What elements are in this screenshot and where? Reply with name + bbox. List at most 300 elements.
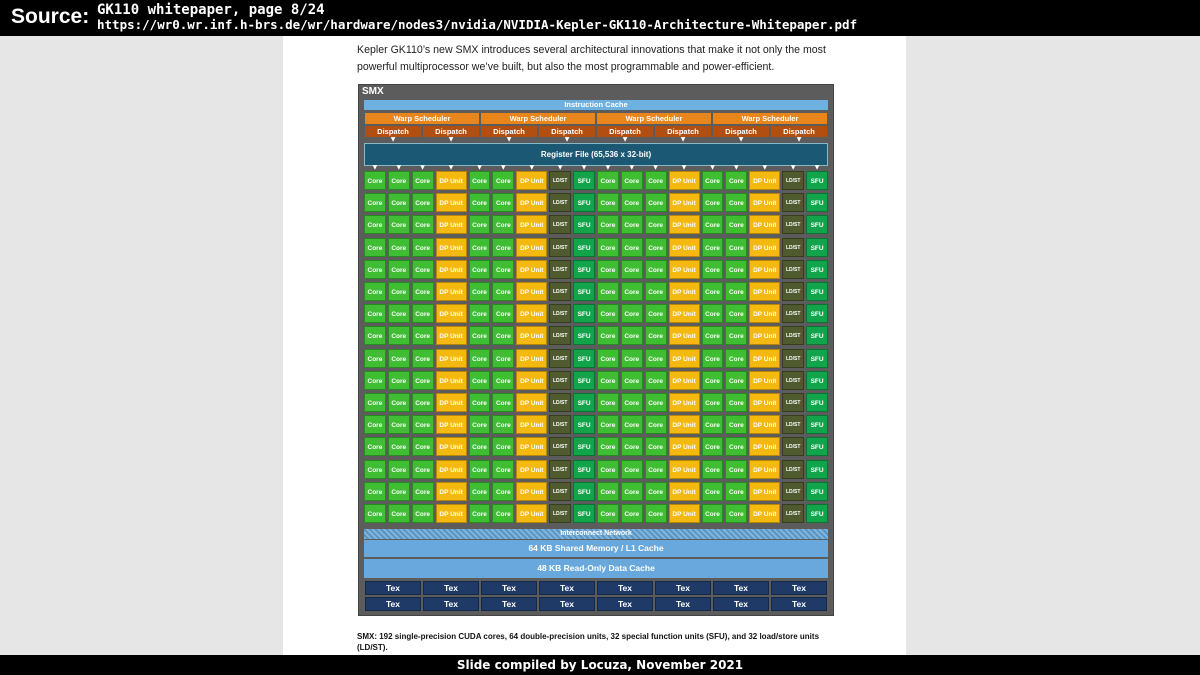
ldst-unit: LD/ST xyxy=(782,349,804,368)
core-unit: Core xyxy=(364,460,386,479)
core-unit: Core xyxy=(412,171,434,190)
dp-unit: DP Unit xyxy=(669,437,700,456)
core-unit: Core xyxy=(702,193,724,212)
texture-unit: Tex xyxy=(539,597,595,611)
core-unit: Core xyxy=(621,215,643,234)
dp-unit: DP Unit xyxy=(436,171,467,190)
core-unit: Core xyxy=(469,260,491,279)
core-unit: Core xyxy=(597,460,619,479)
source-url[interactable]: https://wr0.wr.inf.h-brs.de/wr/hardware/nodes3/nvidia/NVIDIA-Kepler-GK110-Architecture-Whitepaper.pdf xyxy=(97,17,858,32)
core-unit: Core xyxy=(364,326,386,345)
core-unit: Core xyxy=(702,171,724,190)
footer-credit: Slide compiled by Locuza, November 2021 xyxy=(0,655,1200,675)
core-unit: Core xyxy=(621,260,643,279)
sfu-unit: SFU xyxy=(573,304,595,323)
core-unit: Core xyxy=(597,482,619,501)
core-unit: Core xyxy=(388,393,410,412)
dp-unit: DP Unit xyxy=(436,282,467,301)
core-unit: Core xyxy=(621,304,643,323)
core-unit: Core xyxy=(364,171,386,190)
texture-unit: Tex xyxy=(655,581,711,595)
dp-unit: DP Unit xyxy=(516,282,547,301)
ldst-unit: LD/ST xyxy=(549,393,571,412)
dp-unit: DP Unit xyxy=(669,304,700,323)
core-unit: Core xyxy=(702,482,724,501)
source-title: GK110 whitepaper, page 8/24 xyxy=(97,2,325,18)
smx-diagram xyxy=(358,84,834,616)
down-arrow-icon: ▼ xyxy=(396,164,402,171)
down-arrow-icon: ▼ xyxy=(420,164,425,171)
dp-unit: DP Unit xyxy=(516,504,547,523)
core-unit: Core xyxy=(364,215,386,234)
dp-unit: DP Unit xyxy=(516,460,547,479)
down-arrow-icon: ▼ xyxy=(390,136,396,143)
down-arrow-icon: ▼ xyxy=(734,164,739,171)
ldst-unit: LD/ST xyxy=(549,282,571,301)
core-unit: Core xyxy=(725,260,747,279)
core-unit: Core xyxy=(388,460,410,479)
texture-unit: Tex xyxy=(365,597,421,611)
core-unit: Core xyxy=(725,504,747,523)
core-unit: Core xyxy=(621,349,643,368)
ldst-unit: LD/ST xyxy=(549,260,571,279)
core-unit: Core xyxy=(725,171,747,190)
down-arrow-icon: ▼ xyxy=(581,164,587,171)
dp-unit: DP Unit xyxy=(749,371,780,390)
core-unit: Core xyxy=(725,393,747,412)
dp-unit: DP Unit xyxy=(516,482,547,501)
core-unit: Core xyxy=(364,260,386,279)
core-unit: Core xyxy=(702,260,724,279)
intro-paragraph: Kepler GK110’s new SMX introduces several architectural innovations that make it not only the most powerful multiprocessor we’ve built, but also the most programmable and power-efficient. xyxy=(357,44,826,73)
core-unit: Core xyxy=(645,304,667,323)
core-unit: Core xyxy=(388,238,410,257)
core-unit: Core xyxy=(645,326,667,345)
warp-scheduler: Warp Scheduler xyxy=(365,113,479,124)
texture-unit: Tex xyxy=(597,597,653,611)
dp-unit: DP Unit xyxy=(669,171,700,190)
core-unit: Core xyxy=(412,326,434,345)
warp-scheduler: Warp Scheduler xyxy=(481,113,595,124)
core-unit: Core xyxy=(597,349,619,368)
texture-unit: Tex xyxy=(539,581,595,595)
down-arrow-icon: ▼ xyxy=(790,164,796,171)
core-unit: Core xyxy=(492,304,514,323)
core-unit: Core xyxy=(597,371,619,390)
dp-unit: DP Unit xyxy=(436,304,467,323)
core-unit: Core xyxy=(725,238,747,257)
sfu-unit: SFU xyxy=(573,282,595,301)
core-unit: Core xyxy=(364,238,386,257)
core-unit: Core xyxy=(412,349,434,368)
dp-unit: DP Unit xyxy=(436,393,467,412)
core-unit: Core xyxy=(645,393,667,412)
core-unit: Core xyxy=(725,460,747,479)
core-unit: Core xyxy=(388,215,410,234)
core-unit: Core xyxy=(702,504,724,523)
core-unit: Core xyxy=(388,304,410,323)
down-arrow-icon: ▼ xyxy=(501,164,506,171)
core-unit: Core xyxy=(412,504,434,523)
texture-unit: Tex xyxy=(481,597,537,611)
dp-unit: DP Unit xyxy=(516,326,547,345)
dp-unit: DP Unit xyxy=(436,238,467,257)
core-unit: Core xyxy=(645,193,667,212)
sfu-unit: SFU xyxy=(806,238,828,257)
core-unit: Core xyxy=(621,326,643,345)
sfu-unit: SFU xyxy=(806,304,828,323)
dp-unit: DP Unit xyxy=(749,326,780,345)
ldst-unit: LD/ST xyxy=(782,371,804,390)
core-unit: Core xyxy=(725,215,747,234)
register-file: Register File (65,536 x 32-bit) xyxy=(364,143,828,166)
sfu-unit: SFU xyxy=(806,260,828,279)
sfu-unit: SFU xyxy=(806,215,828,234)
sfu-unit: SFU xyxy=(806,171,828,190)
core-unit: Core xyxy=(364,504,386,523)
dp-unit: DP Unit xyxy=(749,415,780,434)
core-unit: Core xyxy=(702,326,724,345)
dp-unit: DP Unit xyxy=(516,193,547,212)
core-unit: Core xyxy=(645,415,667,434)
dp-unit: DP Unit xyxy=(749,437,780,456)
ldst-unit: LD/ST xyxy=(782,326,804,345)
core-unit: Core xyxy=(412,193,434,212)
sfu-unit: SFU xyxy=(573,326,595,345)
dp-unit: DP Unit xyxy=(516,349,547,368)
sfu-unit: SFU xyxy=(573,193,595,212)
ldst-unit: LD/ST xyxy=(549,326,571,345)
left-margin xyxy=(0,36,283,655)
dp-unit: DP Unit xyxy=(516,415,547,434)
core-unit: Core xyxy=(725,193,747,212)
core-unit: Core xyxy=(388,504,410,523)
core-unit: Core xyxy=(597,504,619,523)
dispatch-unit: Dispatch xyxy=(481,126,537,137)
core-unit: Core xyxy=(492,371,514,390)
dp-unit: DP Unit xyxy=(749,349,780,368)
sfu-unit: SFU xyxy=(806,193,828,212)
ldst-unit: LD/ST xyxy=(549,460,571,479)
document-page xyxy=(283,36,906,655)
core-unit: Core xyxy=(725,304,747,323)
dp-unit: DP Unit xyxy=(749,215,780,234)
down-arrow-icon: ▼ xyxy=(605,164,611,171)
core-unit: Core xyxy=(469,215,491,234)
dispatch-unit: Dispatch xyxy=(539,126,595,137)
core-unit: Core xyxy=(621,282,643,301)
ldst-unit: LD/ST xyxy=(549,482,571,501)
core-unit: Core xyxy=(469,393,491,412)
dispatch-unit: Dispatch xyxy=(423,126,479,137)
core-unit: Core xyxy=(702,393,724,412)
ldst-unit: LD/ST xyxy=(782,437,804,456)
core-unit: Core xyxy=(702,415,724,434)
core-unit: Core xyxy=(364,349,386,368)
core-unit: Core xyxy=(364,304,386,323)
sfu-unit: SFU xyxy=(806,415,828,434)
ldst-unit: LD/ST xyxy=(782,171,804,190)
core-unit: Core xyxy=(597,215,619,234)
core-unit: Core xyxy=(492,260,514,279)
core-unit: Core xyxy=(621,482,643,501)
core-unit: Core xyxy=(597,326,619,345)
sfu-unit: SFU xyxy=(573,415,595,434)
core-unit: Core xyxy=(597,415,619,434)
core-unit: Core xyxy=(621,437,643,456)
dispatch-unit: Dispatch xyxy=(365,126,421,137)
core-unit: Core xyxy=(645,504,667,523)
down-arrow-icon: ▼ xyxy=(738,136,744,143)
sfu-unit: SFU xyxy=(573,393,595,412)
down-arrow-icon: ▼ xyxy=(680,136,686,143)
texture-unit: Tex xyxy=(771,597,827,611)
sfu-unit: SFU xyxy=(806,371,828,390)
dp-unit: DP Unit xyxy=(516,171,547,190)
ldst-unit: LD/ST xyxy=(549,415,571,434)
ldst-unit: LD/ST xyxy=(782,393,804,412)
dp-unit: DP Unit xyxy=(436,504,467,523)
sfu-unit: SFU xyxy=(806,437,828,456)
core-unit: Core xyxy=(702,349,724,368)
core-unit: Core xyxy=(412,371,434,390)
down-arrow-icon: ▼ xyxy=(629,164,635,171)
dp-unit: DP Unit xyxy=(749,260,780,279)
dp-unit: DP Unit xyxy=(749,282,780,301)
core-unit: Core xyxy=(702,215,724,234)
down-arrow-icon: ▼ xyxy=(796,136,802,143)
dp-unit: DP Unit xyxy=(516,437,547,456)
sfu-unit: SFU xyxy=(573,238,595,257)
dp-unit: DP Unit xyxy=(669,482,700,501)
core-unit: Core xyxy=(388,437,410,456)
sfu-unit: SFU xyxy=(806,482,828,501)
ldst-unit: LD/ST xyxy=(782,504,804,523)
core-unit: Core xyxy=(597,282,619,301)
core-unit: Core xyxy=(645,260,667,279)
dp-unit: DP Unit xyxy=(436,349,467,368)
dp-unit: DP Unit xyxy=(436,260,467,279)
dp-unit: DP Unit xyxy=(749,482,780,501)
core-unit: Core xyxy=(412,260,434,279)
texture-unit: Tex xyxy=(481,581,537,595)
core-unit: Core xyxy=(388,282,410,301)
core-unit: Core xyxy=(492,282,514,301)
dp-unit: DP Unit xyxy=(749,171,780,190)
core-unit: Core xyxy=(621,504,643,523)
dp-unit: DP Unit xyxy=(749,504,780,523)
core-unit: Core xyxy=(469,371,491,390)
down-arrow-icon: ▼ xyxy=(622,136,628,143)
core-unit: Core xyxy=(364,282,386,301)
core-unit: Core xyxy=(645,238,667,257)
core-unit: Core xyxy=(645,282,667,301)
sfu-unit: SFU xyxy=(806,349,828,368)
warp-scheduler: Warp Scheduler xyxy=(713,113,827,124)
sfu-unit: SFU xyxy=(573,482,595,501)
core-unit: Core xyxy=(621,193,643,212)
core-unit: Core xyxy=(645,349,667,368)
core-unit: Core xyxy=(364,437,386,456)
core-unit: Core xyxy=(645,215,667,234)
core-unit: Core xyxy=(645,171,667,190)
core-unit: Core xyxy=(645,482,667,501)
dp-unit: DP Unit xyxy=(669,193,700,212)
core-unit: Core xyxy=(412,415,434,434)
core-unit: Core xyxy=(388,415,410,434)
texture-unit: Tex xyxy=(771,581,827,595)
core-unit: Core xyxy=(621,171,643,190)
dp-unit: DP Unit xyxy=(669,371,700,390)
down-arrow-icon: ▼ xyxy=(372,164,378,171)
ldst-unit: LD/ST xyxy=(782,238,804,257)
core-unit: Core xyxy=(412,238,434,257)
core-unit: Core xyxy=(469,504,491,523)
dp-unit: DP Unit xyxy=(669,260,700,279)
dp-unit: DP Unit xyxy=(516,215,547,234)
ldst-unit: LD/ST xyxy=(549,171,571,190)
core-unit: Core xyxy=(388,326,410,345)
ldst-unit: LD/ST xyxy=(549,504,571,523)
dp-unit: DP Unit xyxy=(669,282,700,301)
core-unit: Core xyxy=(469,460,491,479)
ldst-unit: LD/ST xyxy=(549,371,571,390)
ldst-unit: LD/ST xyxy=(549,238,571,257)
texture-unit: Tex xyxy=(365,581,421,595)
sfu-unit: SFU xyxy=(573,437,595,456)
core-unit: Core xyxy=(702,238,724,257)
core-unit: Core xyxy=(492,393,514,412)
dp-unit: DP Unit xyxy=(669,415,700,434)
sfu-unit: SFU xyxy=(806,504,828,523)
texture-unit: Tex xyxy=(713,581,769,595)
core-unit: Core xyxy=(597,304,619,323)
core-unit: Core xyxy=(702,304,724,323)
core-unit: Core xyxy=(364,482,386,501)
dp-unit: DP Unit xyxy=(516,371,547,390)
dispatch-unit: Dispatch xyxy=(655,126,711,137)
core-unit: Core xyxy=(492,460,514,479)
core-unit: Core xyxy=(469,171,491,190)
ldst-unit: LD/ST xyxy=(782,415,804,434)
core-unit: Core xyxy=(621,460,643,479)
down-arrow-icon: ▼ xyxy=(564,136,570,143)
texture-unit: Tex xyxy=(423,581,479,595)
core-unit: Core xyxy=(597,238,619,257)
sfu-unit: SFU xyxy=(573,460,595,479)
dp-unit: DP Unit xyxy=(516,238,547,257)
core-unit: Core xyxy=(645,437,667,456)
core-unit: Core xyxy=(412,437,434,456)
core-unit: Core xyxy=(492,504,514,523)
readonly-data-cache: 48 KB Read-Only Data Cache xyxy=(364,559,828,578)
right-margin xyxy=(906,36,1200,655)
dp-unit: DP Unit xyxy=(516,260,547,279)
core-unit: Core xyxy=(621,238,643,257)
core-unit: Core xyxy=(492,215,514,234)
core-unit: Core xyxy=(725,282,747,301)
core-unit: Core xyxy=(388,482,410,501)
sfu-unit: SFU xyxy=(573,215,595,234)
core-unit: Core xyxy=(364,193,386,212)
core-unit: Core xyxy=(645,371,667,390)
source-header xyxy=(0,0,1200,36)
core-unit: Core xyxy=(492,193,514,212)
dispatch-unit: Dispatch xyxy=(713,126,769,137)
core-unit: Core xyxy=(725,349,747,368)
core-unit: Core xyxy=(469,482,491,501)
core-unit: Core xyxy=(388,260,410,279)
core-unit: Core xyxy=(364,415,386,434)
core-unit: Core xyxy=(725,371,747,390)
down-arrow-icon: ▼ xyxy=(653,164,658,171)
dp-unit: DP Unit xyxy=(749,460,780,479)
core-unit: Core xyxy=(412,482,434,501)
core-unit: Core xyxy=(388,349,410,368)
down-arrow-icon: ▼ xyxy=(814,164,820,171)
dp-unit: DP Unit xyxy=(436,482,467,501)
core-unit: Core xyxy=(412,460,434,479)
dp-unit: DP Unit xyxy=(749,304,780,323)
ldst-unit: LD/ST xyxy=(782,304,804,323)
dp-unit: DP Unit xyxy=(436,415,467,434)
shared-memory-l1-cache: 64 KB Shared Memory / L1 Cache xyxy=(364,540,828,557)
core-unit: Core xyxy=(492,437,514,456)
sfu-unit: SFU xyxy=(573,504,595,523)
core-unit: Core xyxy=(469,304,491,323)
core-unit: Core xyxy=(492,238,514,257)
core-unit: Core xyxy=(597,171,619,190)
dp-unit: DP Unit xyxy=(436,371,467,390)
core-unit: Core xyxy=(469,326,491,345)
dp-unit: DP Unit xyxy=(669,504,700,523)
ldst-unit: LD/ST xyxy=(782,460,804,479)
dp-unit: DP Unit xyxy=(669,215,700,234)
sfu-unit: SFU xyxy=(806,326,828,345)
ldst-unit: LD/ST xyxy=(782,260,804,279)
core-unit: Core xyxy=(702,282,724,301)
core-unit: Core xyxy=(412,282,434,301)
down-arrow-icon: ▼ xyxy=(448,136,454,143)
core-unit: Core xyxy=(702,371,724,390)
dp-unit: DP Unit xyxy=(669,326,700,345)
down-arrow-icon: ▼ xyxy=(557,164,563,171)
down-arrow-icon: ▼ xyxy=(448,164,454,171)
down-arrow-icon: ▼ xyxy=(506,136,512,143)
ldst-unit: LD/ST xyxy=(549,193,571,212)
dp-unit: DP Unit xyxy=(749,193,780,212)
core-unit: Core xyxy=(412,304,434,323)
core-unit: Core xyxy=(388,371,410,390)
down-arrow-icon: ▼ xyxy=(710,164,715,171)
core-unit: Core xyxy=(645,460,667,479)
dp-unit: DP Unit xyxy=(516,393,547,412)
core-unit: Core xyxy=(597,437,619,456)
warp-scheduler: Warp Scheduler xyxy=(597,113,711,124)
core-unit: Core xyxy=(412,393,434,412)
dp-unit: DP Unit xyxy=(749,238,780,257)
dp-unit: DP Unit xyxy=(749,393,780,412)
dp-unit: DP Unit xyxy=(436,460,467,479)
core-unit: Core xyxy=(364,393,386,412)
figure-caption: SMX: 192 single-precision CUDA cores, 64 double-precision units, 32 special function units (SFU), and 32 load/store units (LD/ST). xyxy=(357,632,820,652)
ldst-unit: LD/ST xyxy=(782,282,804,301)
smx-title: SMX xyxy=(362,86,384,97)
core-unit: Core xyxy=(388,193,410,212)
dp-unit: DP Unit xyxy=(669,349,700,368)
core-unit: Core xyxy=(725,437,747,456)
down-arrow-icon: ▼ xyxy=(681,164,687,171)
